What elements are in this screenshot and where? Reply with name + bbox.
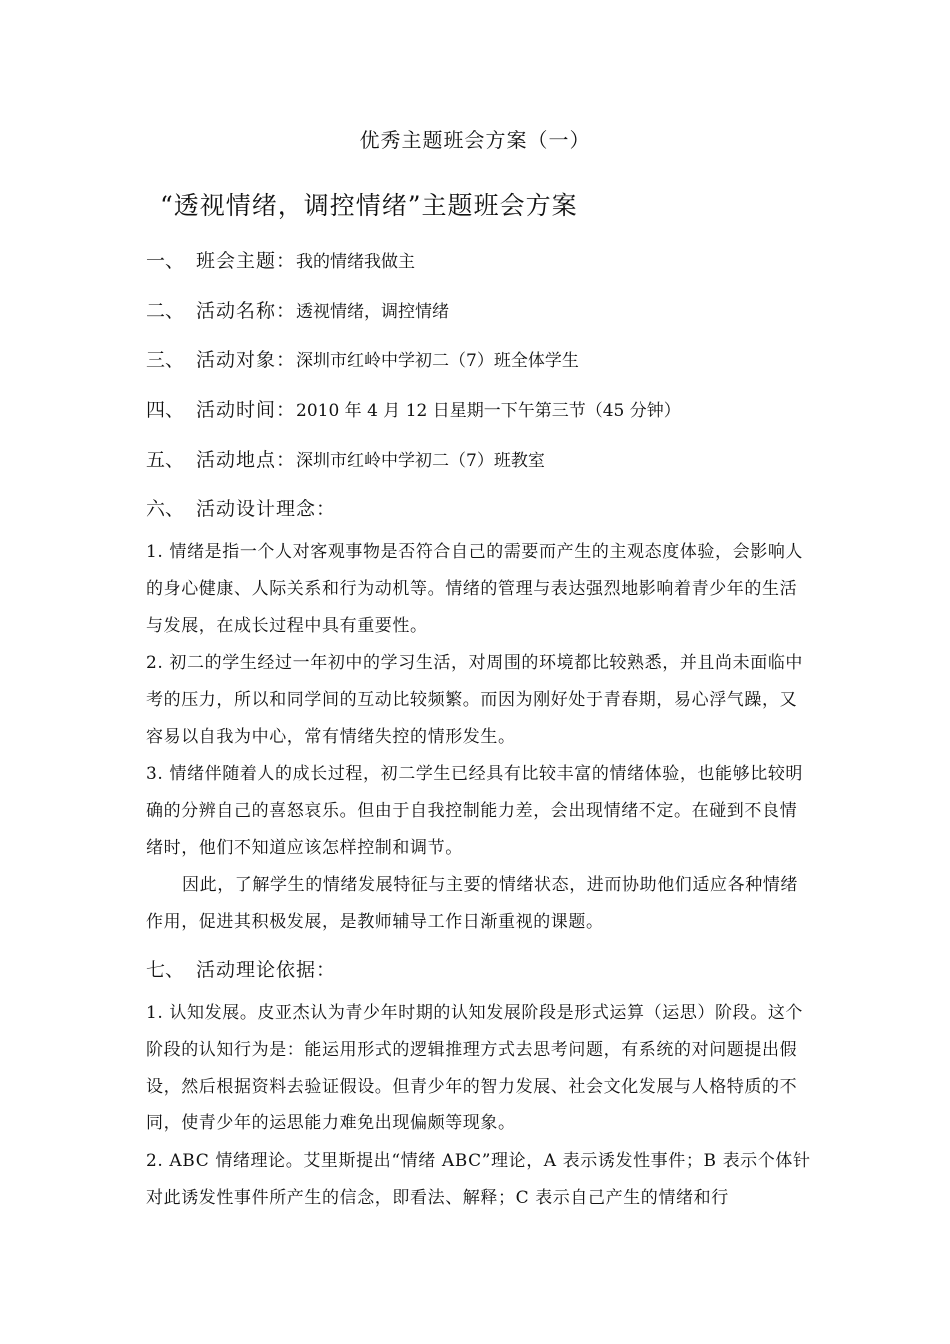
item-label: 活动对象： xyxy=(196,349,297,371)
item-activity-time xyxy=(146,395,681,422)
item-value: 深圳市红岭中学初二（7）班全体学生 xyxy=(296,351,579,371)
section-label: 活动理论依据： xyxy=(196,959,337,981)
item-activity-target xyxy=(146,345,579,372)
item-label: 活动地点： xyxy=(196,449,297,471)
item-number: 二、 xyxy=(146,300,185,322)
section-heading-theory-basis xyxy=(146,955,336,982)
item-value: 透视情绪，调控情绪 xyxy=(296,302,450,322)
item-number: 三、 xyxy=(146,349,185,371)
paragraph: 1. 认知发展。皮亚杰认为青少年时期的认知发展阶段是形式运算（运思）阶段。这个阶段的认知行为是：能运用形式的逻辑推理方式去思考问题，有系统的对问题提出假设，然后根据资料去验证假设。但青少年的智力发展、社会文化发展与人格特质的不同，使青少年的运思能力难免出现偏颇等现象。 xyxy=(146,1003,804,1134)
paragraph: 2. 初二的学生经过一年初中的学习生活，对周围的环境都比较熟悉，并且尚未面临中考的压力，所以和同学间的互动比较频繁。而因为刚好处于青春期，易心浮气躁，又容易以自我为中心，常有情绪失控的情形发生。 xyxy=(146,653,804,747)
paragraph: 1. 情绪是指一个人对客观事物是否符合自己的需要而产生的主观态度体验，会影响人的身心健康、人际关系和行为动机等。情绪的管理与表达强烈地影响着青少年的生活与发展，在成长过程中具有重要性。 xyxy=(146,542,804,636)
document-title: 优秀主题班会方案（一） xyxy=(359,128,591,152)
paragraph: 因此，了解学生的情绪发展特征与主要的情绪状态，进而协助他们适应各种情绪作用，促进其积极发展，是教师辅导工作日渐重视的课题。 xyxy=(146,875,798,932)
paragraph: 3. 情绪伴随着人的成长过程，初二学生已经具有比较丰富的情绪体验，也能够比较明确的分辨自己的喜怒哀乐。但由于自我控制能力差，会出现情绪不定。在碰到不良情绪时，他们不知道应该怎样控制和调节。 xyxy=(146,764,804,858)
item-activity-location xyxy=(146,445,545,472)
document-subtitle: “透视情绪，调控情绪”主题班会方案 xyxy=(160,191,578,220)
item-label: 活动名称： xyxy=(196,300,297,322)
item-value: 我的情绪我做主 xyxy=(296,252,416,272)
item-value: 深圳市红岭中学初二（7）班教室 xyxy=(296,451,545,471)
item-class-theme xyxy=(146,246,415,273)
paragraph: 2. ABC 情绪理论。艾里斯提出“情绪 ABC”理论，A 表示诱发性事件；B 表示个体针对此诱发性事件所产生的信念，即看法、解释；C 表示自己产生的情绪和行 xyxy=(146,1151,811,1208)
item-label: 班会主题： xyxy=(196,250,297,272)
item-value: 2010 年 4 月 12 日星期一下午第三节（45 分钟） xyxy=(296,401,681,421)
section-number: 七、 xyxy=(146,959,185,981)
item-label: 活动时间： xyxy=(196,399,297,421)
section-heading-design-concept xyxy=(146,494,336,521)
item-activity-name xyxy=(146,296,449,323)
section-label: 活动设计理念： xyxy=(196,498,337,520)
item-number: 五、 xyxy=(146,449,185,471)
section-number: 六、 xyxy=(146,498,185,520)
item-number: 四、 xyxy=(146,399,185,421)
item-number: 一、 xyxy=(146,250,185,272)
